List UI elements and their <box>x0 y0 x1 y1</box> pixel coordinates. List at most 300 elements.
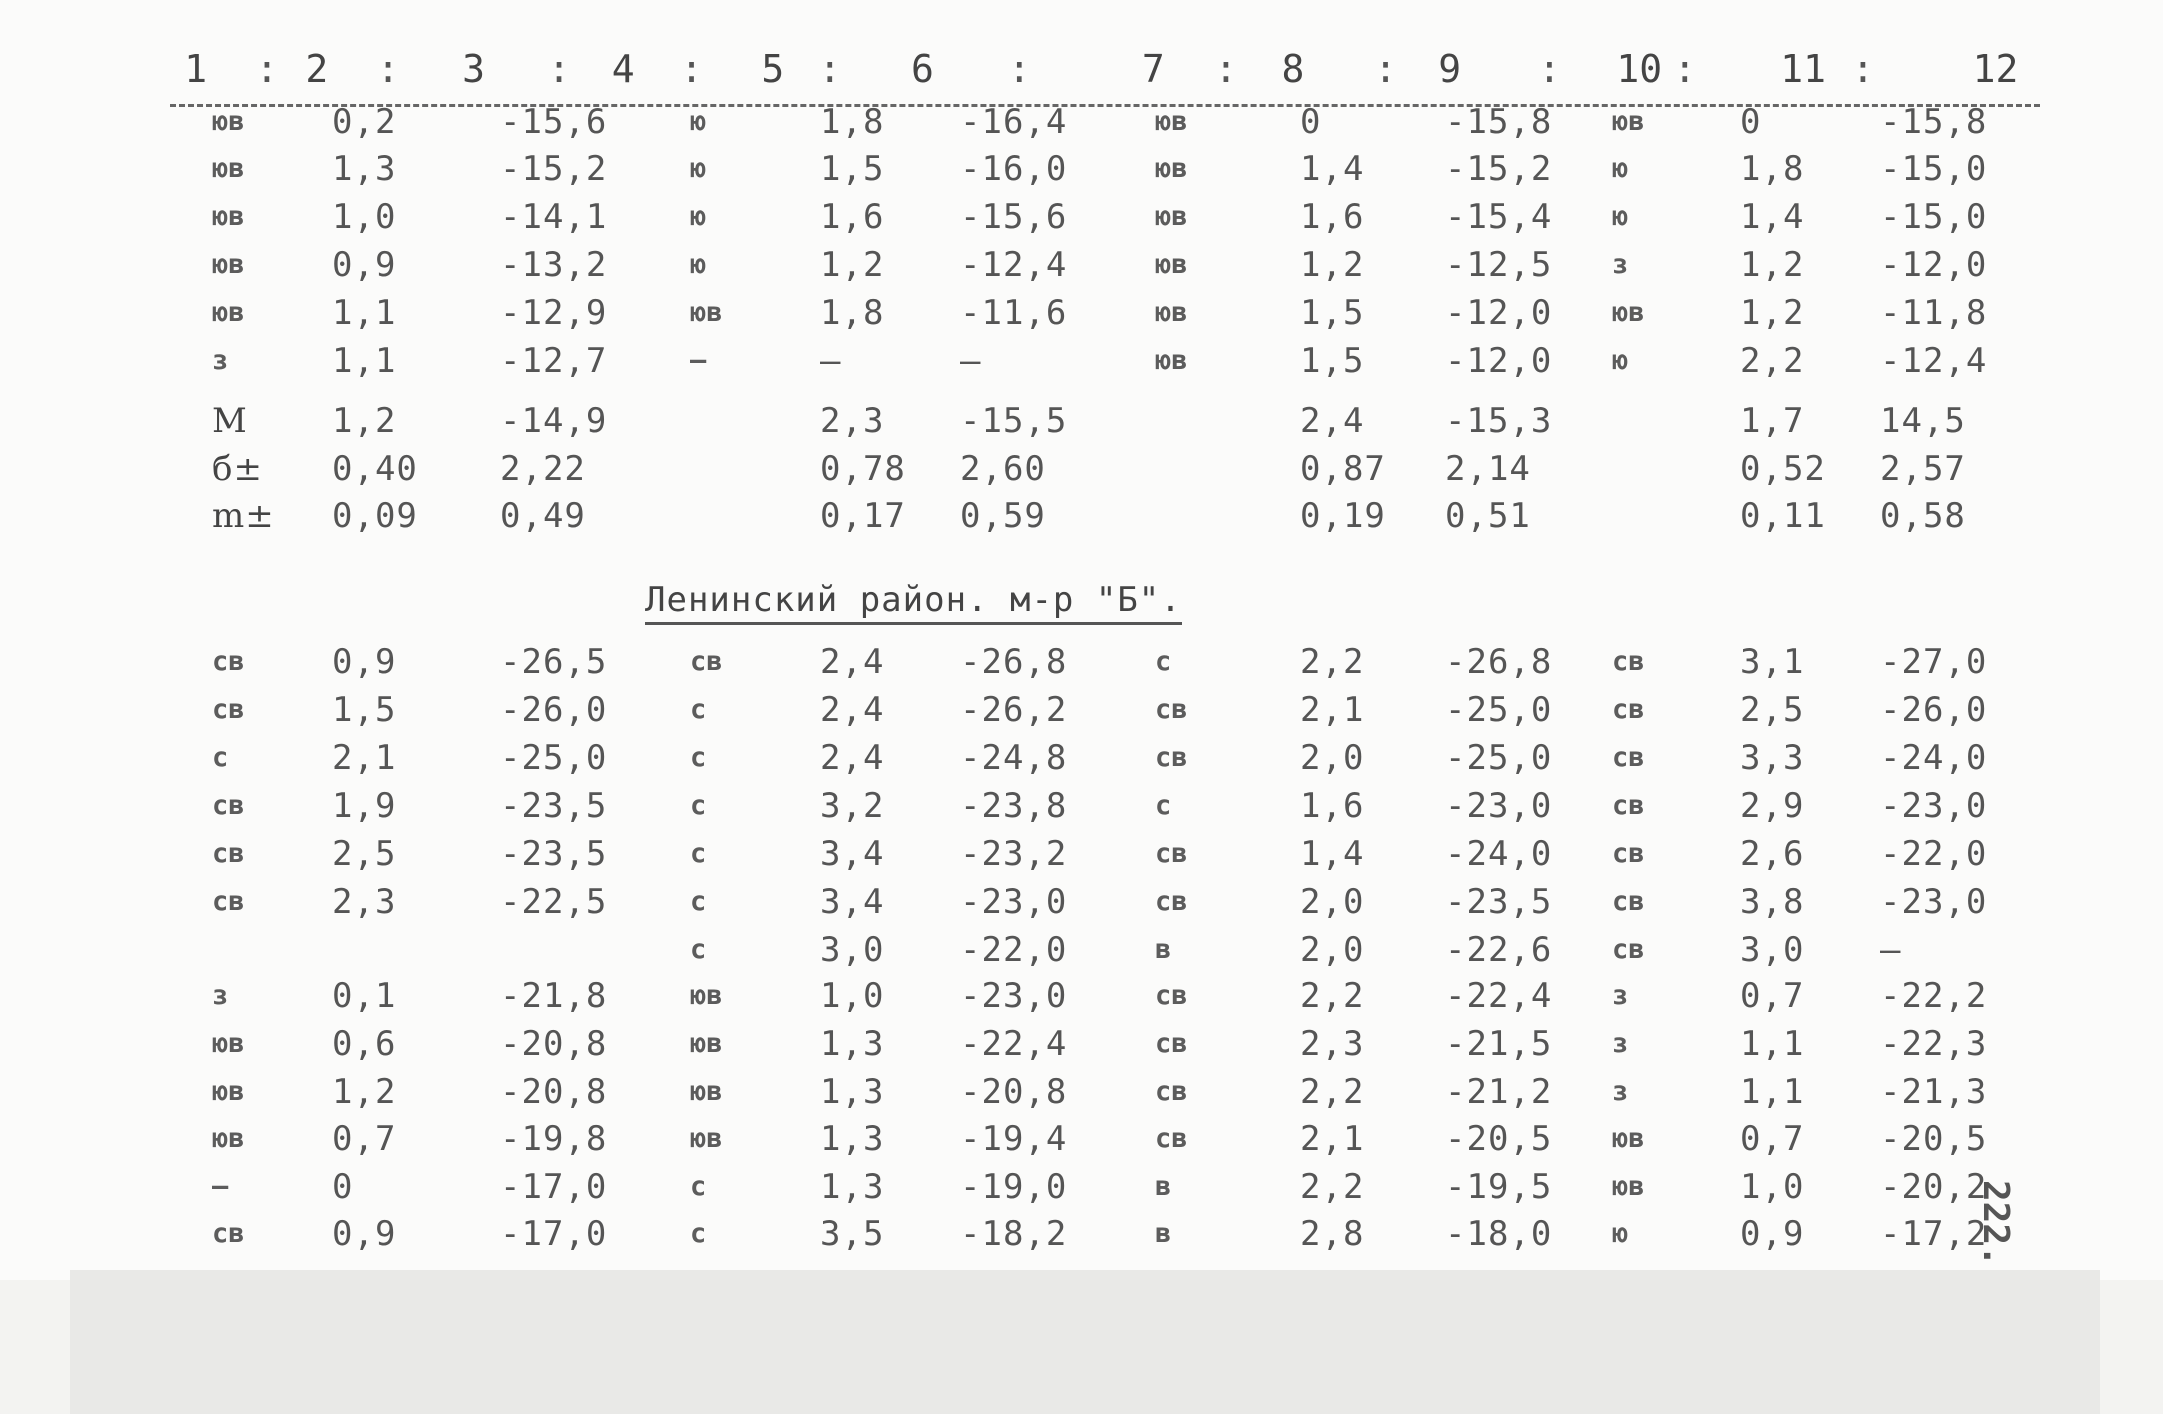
header-separator: : <box>1851 47 1875 91</box>
value-cell: -20,8 <box>960 1072 1068 1112</box>
value-cell: 1,6 <box>820 197 885 237</box>
value-cell: -20,5 <box>1880 1119 1988 1159</box>
wind-direction-cell: св <box>1155 1123 1188 1154</box>
table-row <box>0 193 2163 241</box>
value-cell: -26,8 <box>960 642 1068 682</box>
value-cell: 0,59 <box>960 496 1046 536</box>
value-cell: -17,0 <box>500 1214 608 1254</box>
value-cell: – <box>820 341 842 381</box>
value-cell: -24,8 <box>960 738 1068 778</box>
value-cell: 2,2 <box>1300 976 1365 1016</box>
value-cell: -23,5 <box>1445 882 1553 922</box>
value-cell: 1,4 <box>1300 149 1365 189</box>
table-row <box>0 1068 2163 1116</box>
wind-direction-cell: ю <box>1612 201 1629 232</box>
column-number: 6 <box>911 47 934 91</box>
stat-label: б± <box>212 449 263 489</box>
value-cell: -11,8 <box>1880 293 1988 333</box>
value-cell: -26,0 <box>500 690 608 730</box>
wind-direction-cell: св <box>212 1218 245 1249</box>
value-cell: -24,0 <box>1880 738 1988 778</box>
value-cell: -12,7 <box>500 341 608 381</box>
table-row <box>0 241 2163 289</box>
value-cell: 0,49 <box>500 496 586 536</box>
value-cell: 1,8 <box>820 102 885 142</box>
value-cell: 3,0 <box>1740 930 1805 970</box>
value-cell: 3,1 <box>1740 642 1805 682</box>
table-row <box>0 926 2163 974</box>
wind-direction-cell: с <box>690 694 707 725</box>
value-cell: -26,2 <box>960 690 1068 730</box>
wind-direction-cell: юв <box>1612 1123 1645 1154</box>
value-cell: -14,1 <box>500 197 608 237</box>
wind-direction-cell: юв <box>1155 201 1188 232</box>
value-cell: -12,0 <box>1445 341 1553 381</box>
value-cell: 2,3 <box>1300 1024 1365 1064</box>
value-cell: 1,2 <box>1300 245 1365 285</box>
wind-direction-cell: юв <box>690 980 723 1011</box>
value-cell: -15,2 <box>500 149 608 189</box>
wind-direction-cell: с <box>1155 646 1172 677</box>
column-number: 10 <box>1616 47 1663 91</box>
value-cell: 2,2 <box>1740 341 1805 381</box>
column-number: 9 <box>1438 47 1462 91</box>
wind-direction-cell: св <box>1155 694 1188 725</box>
table-row <box>0 972 2163 1020</box>
value-cell: 1,3 <box>820 1072 885 1112</box>
value-cell: -25,0 <box>1445 738 1553 778</box>
value-cell: 0 <box>1740 102 1762 142</box>
table-row <box>0 337 2163 385</box>
value-cell: 0,51 <box>1445 496 1531 536</box>
header-separator: : <box>1538 47 1561 91</box>
value-cell: 0 <box>1300 102 1322 142</box>
value-cell: -15,6 <box>500 102 608 142</box>
value-cell: 2,1 <box>1300 690 1365 730</box>
value-cell: -12,9 <box>500 293 608 333</box>
value-cell: 1,2 <box>332 1072 397 1112</box>
value-cell: -23,0 <box>1880 882 1988 922</box>
table-row <box>0 734 2163 782</box>
value-cell: 0,11 <box>1740 496 1826 536</box>
wind-direction-cell: юв <box>690 1076 723 1107</box>
value-cell: -12,5 <box>1445 245 1553 285</box>
wind-direction-cell: юв <box>690 297 723 328</box>
header-separator: : <box>1374 47 1398 91</box>
wind-direction-cell: ю <box>1612 345 1629 376</box>
value-cell: 1,5 <box>820 149 885 189</box>
value-cell: 2,2 <box>1300 1167 1365 1207</box>
value-cell: -20,8 <box>500 1072 608 1112</box>
value-cell: 0,17 <box>820 496 906 536</box>
value-cell: -21,3 <box>1880 1072 1988 1112</box>
wind-direction-cell: юв <box>212 297 245 328</box>
wind-direction-cell: з <box>212 345 229 376</box>
value-cell: -20,5 <box>1445 1119 1553 1159</box>
value-cell: -15,2 <box>1445 149 1553 189</box>
value-cell: 1,3 <box>820 1167 885 1207</box>
value-cell: 1,6 <box>1300 197 1365 237</box>
wind-direction-cell: св <box>212 838 245 869</box>
value-cell: -15,8 <box>1880 102 1988 142</box>
value-cell: -19,0 <box>960 1167 1068 1207</box>
wind-direction-cell: с <box>690 1218 707 1249</box>
wind-direction-cell: юв <box>690 1123 723 1154</box>
stat-label: m± <box>212 496 275 536</box>
wind-direction-cell: юв <box>690 1028 723 1059</box>
value-cell: 1,8 <box>820 293 885 333</box>
value-cell: 2,8 <box>1300 1214 1365 1254</box>
column-number: 7 <box>1141 47 1165 91</box>
value-cell: 2,57 <box>1880 449 1966 489</box>
value-cell: 2,9 <box>1740 786 1805 826</box>
value-cell: 1,8 <box>1740 149 1805 189</box>
value-cell: 3,4 <box>820 882 885 922</box>
value-cell: -23,0 <box>960 882 1068 922</box>
table-row <box>0 1210 2163 1258</box>
wind-direction-cell: с <box>690 1171 707 1202</box>
wind-direction-cell: в <box>1155 1171 1172 1202</box>
table-row <box>0 445 2163 493</box>
column-number: 12 <box>1972 47 2019 91</box>
wind-direction-cell: з <box>1612 1076 1629 1107</box>
value-cell: -23,8 <box>960 786 1068 826</box>
value-cell: 0,9 <box>332 1214 397 1254</box>
value-cell: 0,87 <box>1300 449 1386 489</box>
column-number: 8 <box>1281 47 1305 91</box>
wind-direction-cell: св <box>1155 742 1188 773</box>
value-cell: 2,3 <box>820 401 885 441</box>
wind-direction-cell: с <box>690 934 707 965</box>
value-cell: 3,5 <box>820 1214 885 1254</box>
value-cell: -23,5 <box>500 834 608 874</box>
value-cell: -15,4 <box>1445 197 1553 237</box>
wind-direction-cell: юв <box>1612 106 1645 137</box>
value-cell: -22,0 <box>1880 834 1988 874</box>
value-cell: -12,4 <box>960 245 1068 285</box>
value-cell: -25,0 <box>500 738 608 778</box>
wind-direction-cell: св <box>212 790 245 821</box>
wind-direction-cell: – <box>690 345 707 376</box>
table-row <box>0 686 2163 734</box>
value-cell: 2,5 <box>332 834 397 874</box>
value-cell: 2,22 <box>500 449 586 489</box>
value-cell: -22,5 <box>500 882 608 922</box>
value-cell: -19,5 <box>1445 1167 1553 1207</box>
value-cell: -26,5 <box>500 642 608 682</box>
column-number: 1 <box>184 47 208 91</box>
value-cell: 0,52 <box>1740 449 1826 489</box>
value-cell: -15,3 <box>1445 401 1553 441</box>
wind-direction-cell: св <box>1155 1076 1188 1107</box>
table-row <box>0 878 2163 926</box>
value-cell: 2,2 <box>1300 1072 1365 1112</box>
header-separator: : <box>1007 47 1031 91</box>
wind-direction-cell: св <box>1612 838 1645 869</box>
wind-direction-cell: св <box>1155 1028 1188 1059</box>
wind-direction-cell: юв <box>212 249 245 280</box>
value-cell: 1,1 <box>1740 1072 1805 1112</box>
value-cell: -21,8 <box>500 976 608 1016</box>
wind-direction-cell: в <box>1155 1218 1172 1249</box>
wind-direction-cell: в <box>1155 934 1172 965</box>
value-cell: -24,0 <box>1445 834 1553 874</box>
value-cell: – <box>960 341 982 381</box>
value-cell: 2,4 <box>820 690 885 730</box>
value-cell: -12,0 <box>1880 245 1988 285</box>
column-number: 3 <box>462 47 486 91</box>
value-cell: -23,0 <box>960 976 1068 1016</box>
table-row <box>0 1163 2163 1211</box>
value-cell: 0,19 <box>1300 496 1386 536</box>
value-cell: -23,0 <box>1445 786 1553 826</box>
value-cell: 0,58 <box>1880 496 1966 536</box>
value-cell: -15,0 <box>1880 197 1988 237</box>
value-cell: 2,0 <box>1300 930 1365 970</box>
value-cell: -20,8 <box>500 1024 608 1064</box>
wind-direction-cell: ю <box>690 153 707 184</box>
value-cell: -18,0 <box>1445 1214 1553 1254</box>
value-cell: -22,3 <box>1880 1024 1988 1064</box>
value-cell: -11,6 <box>960 293 1068 333</box>
page-shadow <box>70 1270 2100 1414</box>
value-cell: 1,2 <box>820 245 885 285</box>
wind-direction-cell: ю <box>1612 1218 1629 1249</box>
value-cell: – <box>1880 930 1902 970</box>
value-cell: 0,2 <box>332 102 397 142</box>
value-cell: 3,8 <box>1740 882 1805 922</box>
wind-direction-cell: юв <box>212 153 245 184</box>
value-cell: -17,2 <box>1880 1214 1988 1254</box>
wind-direction-cell: св <box>1612 934 1645 965</box>
header-separator: : <box>680 47 704 91</box>
wind-direction-cell: св <box>212 886 245 917</box>
value-cell: 0,9 <box>332 642 397 682</box>
wind-direction-cell: з <box>1612 249 1629 280</box>
value-cell: 3,0 <box>820 930 885 970</box>
value-cell: 1,1 <box>332 341 397 381</box>
wind-direction-cell: с <box>690 886 707 917</box>
value-cell: 2,0 <box>1300 882 1365 922</box>
value-cell: 1,3 <box>332 149 397 189</box>
value-cell: -23,2 <box>960 834 1068 874</box>
value-cell: 1,0 <box>1740 1167 1805 1207</box>
value-cell: 2,6 <box>1740 834 1805 874</box>
wind-direction-cell: – <box>212 1171 229 1202</box>
wind-direction-cell: ю <box>690 249 707 280</box>
value-cell: -22,0 <box>960 930 1068 970</box>
column-number: 11 <box>1780 47 1827 91</box>
wind-direction-cell: св <box>1612 646 1645 677</box>
value-cell: 2,1 <box>332 738 397 778</box>
value-cell: 0,9 <box>332 245 397 285</box>
value-cell: 3,2 <box>820 786 885 826</box>
wind-direction-cell: юв <box>1155 106 1188 137</box>
wind-direction-cell: св <box>690 646 723 677</box>
wind-direction-cell: юв <box>212 201 245 232</box>
wind-direction-cell: св <box>1612 790 1645 821</box>
value-cell: -25,0 <box>1445 690 1553 730</box>
wind-direction-cell: с <box>212 742 229 773</box>
wind-direction-cell: св <box>212 646 245 677</box>
value-cell: -26,0 <box>1880 690 1988 730</box>
value-cell: 1,4 <box>1300 834 1365 874</box>
value-cell: 2,4 <box>820 738 885 778</box>
header-separator: : <box>1214 47 1238 91</box>
value-cell: -22,2 <box>1880 976 1988 1016</box>
value-cell: 3,4 <box>820 834 885 874</box>
table-row <box>0 638 2163 686</box>
header-separator: : <box>547 47 571 91</box>
wind-direction-cell: с <box>1155 790 1172 821</box>
table-row <box>0 1115 2163 1163</box>
value-cell: 2,3 <box>332 882 397 922</box>
value-cell: -13,2 <box>500 245 608 285</box>
value-cell: -21,2 <box>1445 1072 1553 1112</box>
value-cell: -26,8 <box>1445 642 1553 682</box>
value-cell: 0,09 <box>332 496 418 536</box>
value-cell: -22,4 <box>960 1024 1068 1064</box>
wind-direction-cell: св <box>1612 742 1645 773</box>
wind-direction-cell: юв <box>212 1028 245 1059</box>
value-cell: -22,6 <box>1445 930 1553 970</box>
value-cell: -20,2 <box>1880 1167 1988 1207</box>
wind-direction-cell: юв <box>212 1123 245 1154</box>
value-cell: 0,9 <box>1740 1214 1805 1254</box>
value-cell: 0,78 <box>820 449 906 489</box>
wind-direction-cell: з <box>1612 980 1629 1011</box>
value-cell: -15,0 <box>1880 149 1988 189</box>
value-cell: 1,2 <box>1740 293 1805 333</box>
value-cell: -15,6 <box>960 197 1068 237</box>
value-cell: -16,4 <box>960 102 1068 142</box>
value-cell: 1,9 <box>332 786 397 826</box>
wind-direction-cell: с <box>690 790 707 821</box>
header-separator: : <box>818 47 842 91</box>
wind-direction-cell: св <box>1155 886 1188 917</box>
value-cell: 1,2 <box>1740 245 1805 285</box>
wind-direction-cell: з <box>212 980 229 1011</box>
column-number: 2 <box>305 47 329 91</box>
wind-direction-cell: юв <box>1155 153 1188 184</box>
value-cell: -23,5 <box>500 786 608 826</box>
value-cell: 2,14 <box>1445 449 1531 489</box>
value-cell: -23,0 <box>1880 786 1988 826</box>
value-cell: 1,3 <box>820 1024 885 1064</box>
value-cell: 0,1 <box>332 976 397 1016</box>
table-row <box>0 830 2163 878</box>
value-cell: -15,5 <box>960 401 1068 441</box>
value-cell: 1,5 <box>1300 341 1365 381</box>
value-cell: -15,8 <box>1445 102 1553 142</box>
wind-direction-cell: юв <box>1612 297 1645 328</box>
wind-direction-cell: св <box>1612 694 1645 725</box>
value-cell: -21,5 <box>1445 1024 1553 1064</box>
table-row <box>0 397 2163 445</box>
table-row <box>0 1020 2163 1068</box>
value-cell: 2,60 <box>960 449 1046 489</box>
wind-direction-cell: св <box>212 694 245 725</box>
value-cell: 1,5 <box>1300 293 1365 333</box>
header-separator: : <box>376 47 400 91</box>
table-row <box>0 145 2163 193</box>
wind-direction-cell: з <box>1612 1028 1629 1059</box>
value-cell: 1,0 <box>332 197 397 237</box>
value-cell: 0,40 <box>332 449 418 489</box>
table-row <box>0 98 2163 146</box>
wind-direction-cell: ю <box>1612 153 1629 184</box>
value-cell: 2,5 <box>1740 690 1805 730</box>
wind-direction-cell: св <box>1155 838 1188 869</box>
page-number: 222. <box>1975 1180 2016 1267</box>
value-cell: -16,0 <box>960 149 1068 189</box>
value-cell: 14,5 <box>1880 401 1966 441</box>
value-cell: 3,3 <box>1740 738 1805 778</box>
wind-direction-cell: св <box>1155 980 1188 1011</box>
header-separator: : <box>1673 47 1697 91</box>
value-cell: 1,7 <box>1740 401 1805 441</box>
value-cell: -27,0 <box>1880 642 1988 682</box>
value-cell: 2,4 <box>820 642 885 682</box>
value-cell: -19,4 <box>960 1119 1068 1159</box>
value-cell: 0,7 <box>332 1119 397 1159</box>
value-cell: 1,0 <box>820 976 885 1016</box>
value-cell: 1,1 <box>332 293 397 333</box>
column-number: 4 <box>611 47 635 91</box>
value-cell: 1,4 <box>1740 197 1805 237</box>
table-row <box>0 492 2163 540</box>
value-cell: -14,9 <box>500 401 608 441</box>
value-cell: 1,5 <box>332 690 397 730</box>
value-cell: 0,7 <box>1740 1119 1805 1159</box>
value-cell: 2,0 <box>1300 738 1365 778</box>
value-cell: -12,4 <box>1880 341 1988 381</box>
value-cell: 1,3 <box>820 1119 885 1159</box>
stat-label: M <box>212 401 248 441</box>
wind-direction-cell: юв <box>212 106 245 137</box>
wind-direction-cell: юв <box>1155 345 1188 376</box>
value-cell: 1,6 <box>1300 786 1365 826</box>
value-cell: 0,6 <box>332 1024 397 1064</box>
wind-direction-cell: с <box>690 742 707 773</box>
wind-direction-cell: юв <box>1155 297 1188 328</box>
value-cell: 2,4 <box>1300 401 1365 441</box>
value-cell: -18,2 <box>960 1214 1068 1254</box>
wind-direction-cell: ю <box>690 106 707 137</box>
table-row <box>0 289 2163 337</box>
value-cell: -19,8 <box>500 1119 608 1159</box>
value-cell: -12,0 <box>1445 293 1553 333</box>
wind-direction-cell: юв <box>1612 1171 1645 1202</box>
value-cell: 2,1 <box>1300 1119 1365 1159</box>
value-cell: 2,2 <box>1300 642 1365 682</box>
wind-direction-cell: св <box>1612 886 1645 917</box>
value-cell: -17,0 <box>500 1167 608 1207</box>
value-cell: 0 <box>332 1167 354 1207</box>
table-row <box>0 782 2163 830</box>
wind-direction-cell: юв <box>1155 249 1188 280</box>
value-cell: 0,7 <box>1740 976 1805 1016</box>
value-cell: -22,4 <box>1445 976 1553 1016</box>
column-number: 5 <box>761 47 785 91</box>
header-separator: : <box>255 47 279 91</box>
wind-direction-cell: ю <box>690 201 707 232</box>
section-title: Ленинский район. м-р "Б". <box>645 578 1182 625</box>
wind-direction-cell: с <box>690 838 707 869</box>
value-cell: 1,2 <box>332 401 397 441</box>
wind-direction-cell: юв <box>212 1076 245 1107</box>
value-cell: 1,1 <box>1740 1024 1805 1064</box>
